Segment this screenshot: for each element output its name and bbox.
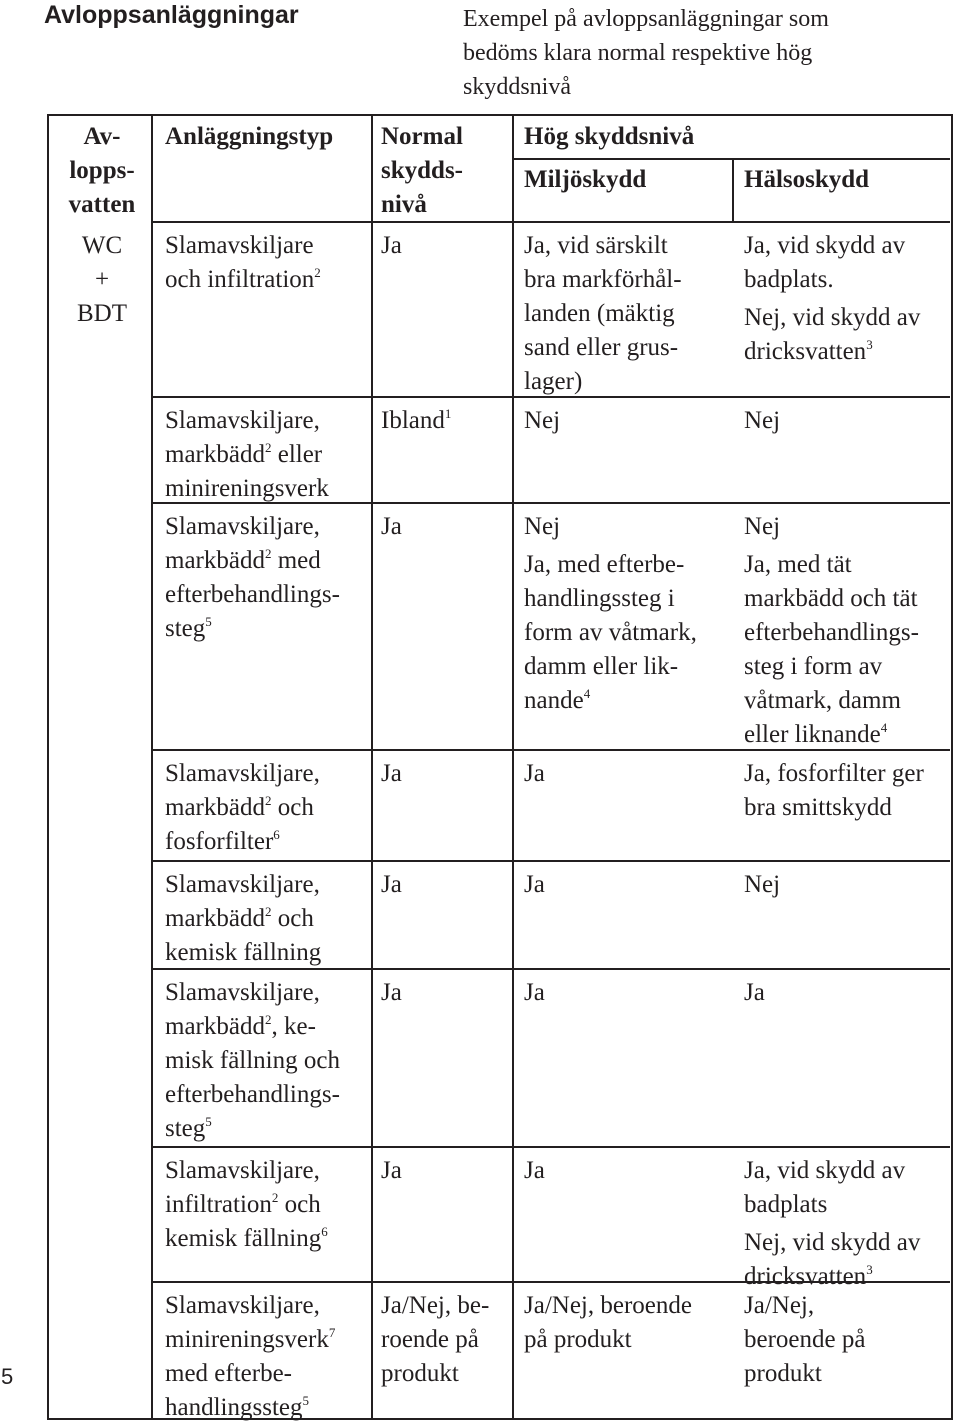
footnote-ref: 6 [321, 1224, 328, 1239]
cell-line: damm eller lik- [524, 653, 679, 680]
cell-line: Nej, vid skydd av [744, 304, 921, 331]
cell-line: Nej [524, 407, 561, 434]
intro-line: Exempel på avloppsanläggningar som [463, 6, 829, 32]
facility-type-cell [165, 1154, 328, 1256]
facility-type-cell [165, 1289, 335, 1425]
cell-line: steg$^5$ [165, 614, 212, 642]
header-high-level: Hög skyddsnivå [524, 123, 695, 150]
cell-line: Slamavskiljare, [165, 979, 320, 1006]
footnote-ref: 2 [264, 1012, 272, 1027]
wastewater-line: + [94, 266, 110, 293]
header-line: Av- [83, 123, 121, 150]
cell-line: eller liknande$^4$ [744, 720, 888, 748]
wastewater-line: WC [81, 232, 123, 259]
cell-line: Ja/Nej, [744, 1292, 815, 1319]
grid-line [153, 860, 950, 862]
cell-line: efterbehandlings- [165, 1081, 340, 1108]
header-normal-level [381, 120, 463, 222]
cell-line: Nej [524, 513, 561, 540]
cell-line: lager) [524, 368, 583, 395]
environment-cell [524, 1154, 545, 1188]
footnote-ref: 1 [444, 406, 452, 421]
cell-line: produkt [744, 1360, 822, 1387]
footnote-ref: 5 [302, 1393, 309, 1408]
normal-level-cell [381, 510, 402, 544]
health-cell [744, 976, 765, 1010]
facility-type-cell [165, 229, 321, 297]
grid-line [512, 116, 514, 1418]
cell-line: våtmark, damm [744, 687, 901, 714]
cell-line: Ja, vid särskilt [524, 232, 668, 259]
header-facility-type: Anläggningstyp [165, 123, 334, 150]
normal-level-cell [381, 1154, 402, 1188]
cell-line: efterbehandlings- [165, 581, 340, 608]
cell-line: markbädd$^2$ och [165, 793, 314, 821]
health-cell [744, 229, 920, 369]
health-cell [744, 404, 780, 438]
intro-text [463, 2, 933, 104]
cell-line: Ja [381, 871, 402, 898]
cell-line: Nej [744, 513, 781, 540]
normal-level-cell [381, 404, 451, 438]
cell-line: Slamavskiljare [165, 232, 314, 259]
grid-line [151, 116, 153, 1418]
cell-line: Nej [744, 407, 781, 434]
environment-cell [524, 510, 697, 718]
cell-line: markbädd$^2$, ke- [165, 1012, 316, 1040]
facility-type-cell [165, 976, 340, 1146]
cell-line: Slamavskiljare, [165, 871, 320, 898]
intro-line: bedöms klara normal respektive hög [463, 40, 813, 66]
normal-level-cell [381, 229, 402, 263]
cell-line: minireningsverk [165, 475, 329, 502]
cell-line: handlingssteg$^5$ [165, 1393, 309, 1421]
facility-type-cell [165, 868, 321, 970]
cell-line: fosforfilter$^6$ [165, 827, 280, 855]
wastewater-type [57, 229, 147, 331]
cell-line: roende på [381, 1326, 479, 1353]
cell-line: Ja/Nej, beroende [524, 1292, 692, 1319]
footnote-ref: 2 [264, 904, 272, 919]
cell-line: Slamavskiljare, [165, 407, 320, 434]
environment-cell [524, 404, 560, 438]
facility-type-cell [165, 510, 340, 646]
footnote-ref: 3 [866, 337, 873, 352]
cell-line: markbädd och tät [744, 585, 918, 612]
cell-line: Slamavskiljare, [165, 513, 320, 540]
cell-line: sand eller grus- [524, 334, 679, 361]
cell-line: markbädd$^2$ och [165, 904, 314, 932]
cell-line: bra markförhål- [524, 266, 682, 293]
intro-line: skyddsnivå [463, 74, 571, 100]
cell-line: Ja [381, 232, 402, 259]
environment-cell [524, 1289, 692, 1357]
header-line: lopps- [69, 157, 135, 184]
health-cell [744, 1154, 920, 1294]
header-wastewater [57, 120, 147, 222]
environment-cell [524, 976, 545, 1010]
header-line: skydds- [381, 157, 463, 184]
footnote-ref: 6 [273, 827, 280, 842]
cell-line: Ja, med efterbe- [524, 551, 685, 578]
cell-line: Nej, vid skydd av [744, 1229, 921, 1256]
cell-line: handlingssteg i [524, 585, 675, 612]
cell-line: Ja [524, 760, 545, 787]
environment-cell [524, 868, 545, 902]
header-line: Normal [381, 123, 463, 150]
grid-line [153, 221, 950, 223]
cell-line: Ja [381, 760, 402, 787]
health-cell [744, 868, 780, 902]
cell-line: steg i form av [744, 653, 883, 680]
cell-line: Ja, med tät [744, 551, 852, 578]
footnote-ref: 3 [866, 1262, 873, 1277]
footnote-ref: 4 [880, 720, 888, 735]
facility-type-cell [165, 404, 329, 506]
grid-line [371, 116, 373, 1418]
cell-line: steg$^5$ [165, 1114, 212, 1142]
cell-line: badplats [744, 1191, 828, 1218]
cell-line: Ja/Nej, be- [381, 1292, 490, 1319]
normal-level-cell [381, 976, 402, 1010]
cell-line: kemisk fällning$^6$ [165, 1224, 328, 1252]
cell-line: Slamavskiljare, [165, 1157, 320, 1184]
footnote-ref: 2 [264, 793, 272, 808]
header-line: nivå [381, 191, 427, 218]
page-title: Avloppsanläggningar [44, 1, 299, 29]
wastewater-line: BDT [77, 300, 127, 327]
environment-cell [524, 229, 682, 399]
cell-line: Ja [524, 979, 545, 1006]
header-environment: Miljöskydd [524, 166, 647, 193]
cell-line: Ja [381, 1157, 402, 1184]
cell-line: minireningsverk$^7$ [165, 1325, 336, 1353]
cell-line: misk fällning och [165, 1047, 340, 1074]
footnote-ref: 5 [205, 614, 212, 629]
cell-line: Slamavskiljare, [165, 1292, 320, 1319]
cell-line: och infiltration$^2$ [165, 265, 321, 293]
grid-line [732, 159, 734, 222]
cell-line: produkt [381, 1360, 459, 1387]
cell-line: landen (mäktig [524, 300, 675, 327]
cell-line: efterbehandlings- [744, 619, 919, 646]
health-cell [744, 510, 919, 752]
cell-line: Ja [524, 871, 545, 898]
health-cell [744, 1289, 865, 1391]
header-health: Hälsoskydd [744, 166, 870, 193]
grid-line [514, 158, 950, 160]
footnote-ref: 2 [271, 1190, 279, 1205]
footnote-ref: 7 [328, 1325, 336, 1340]
cell-line: dricksvatten$^3$ [744, 337, 873, 365]
cell-line: Nej [744, 871, 781, 898]
facility-type-cell [165, 757, 320, 859]
header-line: vatten [68, 191, 136, 218]
cell-line: på produkt [524, 1326, 632, 1353]
footnote-ref: 2 [314, 265, 321, 280]
cell-line: Ja, fosforfilter ger [744, 760, 924, 787]
cell-line: Ja [381, 513, 402, 540]
environment-cell [524, 757, 545, 791]
footnote-ref: 2 [264, 440, 272, 455]
cell-line: med efterbe- [165, 1360, 293, 1387]
cell-line: kemisk fällning [165, 939, 322, 966]
page-number: 5 [1, 1364, 14, 1389]
cell-line: form av våtmark, [524, 619, 697, 646]
cell-line: Ja [381, 979, 402, 1006]
cell-line: Ja, vid skydd av [744, 1157, 906, 1184]
normal-level-cell [381, 757, 402, 791]
cell-line: badplats. [744, 266, 834, 293]
health-cell [744, 757, 924, 825]
cell-line: Slamavskiljare, [165, 760, 320, 787]
cell-line: Ja [744, 979, 765, 1006]
cell-line: dricksvatten$^3$ [744, 1262, 873, 1290]
footnote-ref: 5 [205, 1114, 212, 1129]
cell-line: bra smittskydd [744, 794, 892, 821]
cell-line: markbädd$^2$ eller [165, 440, 323, 468]
protection-level-table [47, 114, 953, 1420]
footnote-ref: 2 [264, 546, 272, 561]
cell-line: Ja, vid skydd av [744, 232, 906, 259]
cell-line: infiltration$^2$ och [165, 1190, 321, 1218]
cell-line: nande$^4$ [524, 686, 591, 714]
normal-level-cell [381, 1289, 489, 1391]
footnote-ref: 4 [583, 686, 591, 701]
cell-line: Ibland$^1$ [381, 406, 452, 434]
cell-line: beroende på [744, 1326, 866, 1353]
normal-level-cell [381, 868, 402, 902]
cell-line: Ja [524, 1157, 545, 1184]
cell-line: markbädd$^2$ med [165, 546, 321, 574]
grid-line [153, 1146, 950, 1148]
